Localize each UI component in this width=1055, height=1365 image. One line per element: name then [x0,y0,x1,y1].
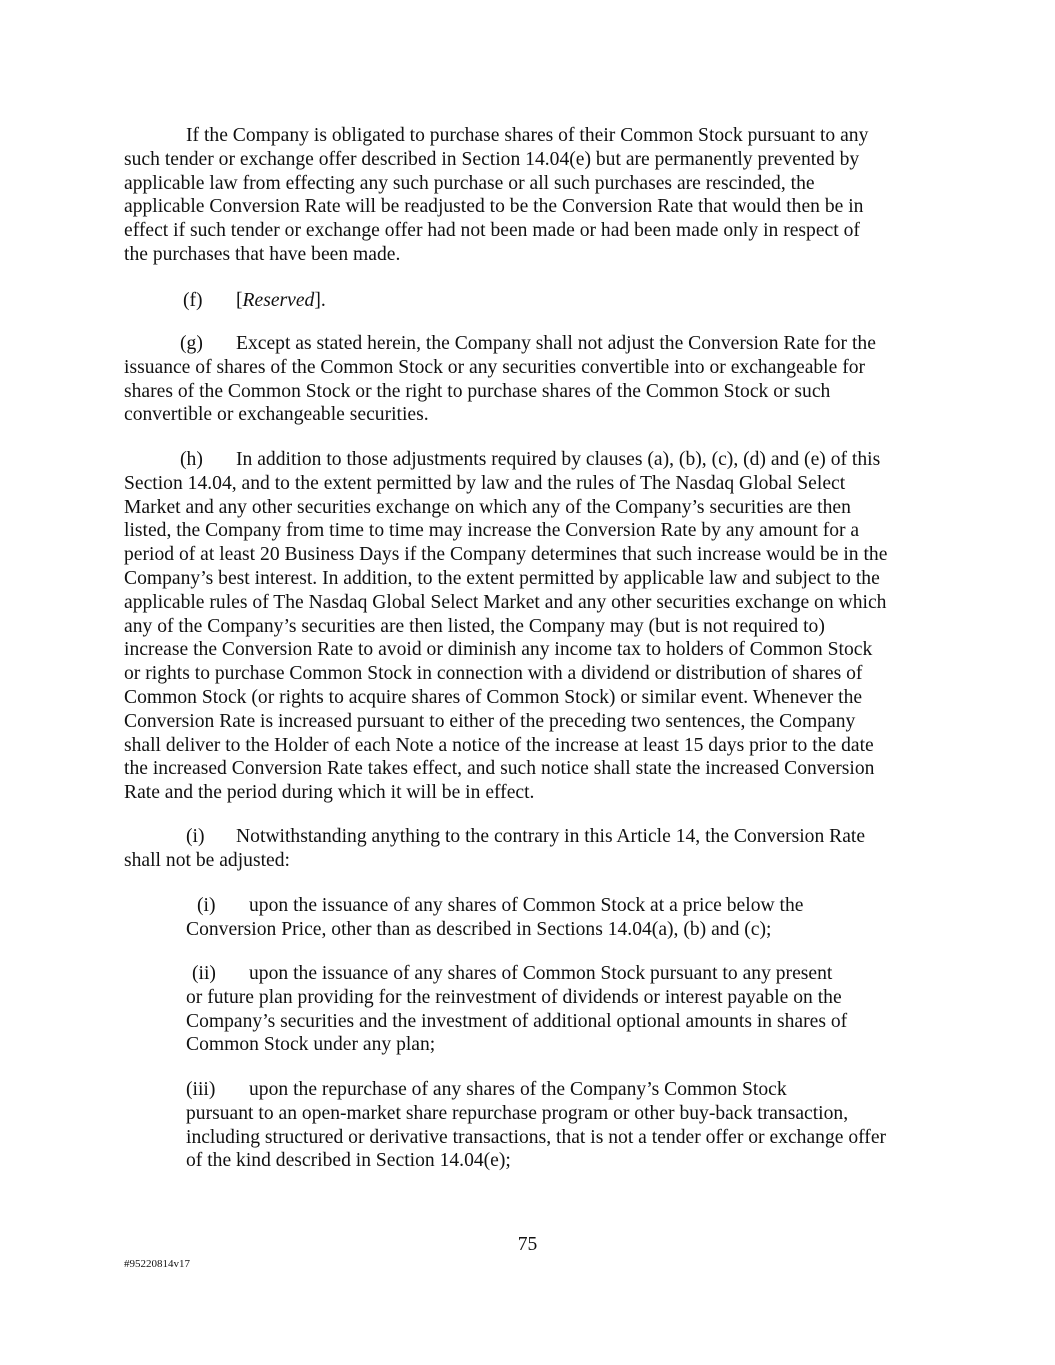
line-text: upon the issuance of any shares of Common Stock pursuant to any present [249,963,833,984]
subparagraph-iii [186,1078,1026,1173]
line-text: listed, the Company from time to time may increase the Conversion Rate by any amount for a [124,520,860,542]
clause-label: (h) [180,449,203,470]
line-text: Rate and the period during which it will be in effect. [124,782,535,804]
paragraph-line [124,195,964,219]
paragraph-line [124,638,964,662]
line-text: shall not be adjusted: [124,849,290,871]
bracket-close: ]. [314,290,326,311]
line-text: shares of the Common Stock or the right to purchase shares of the Common Stock or such [124,380,831,402]
line-text: convertible or exchangeable securities. [124,404,429,426]
line-text: Conversion Price, other than as described in Sections 14.04(a), (b) and (c); [186,918,772,940]
line-text: Section 14.04, and to the extent permitted by law and the rules of The Nasdaq Global Select [124,472,846,494]
paragraph-line [186,1102,1026,1126]
line-text: any of the Company’s securities are then listed, the Company may (but is not required to) [124,615,825,637]
paragraph-f [124,289,964,313]
paragraph-line [186,1033,1026,1057]
line-text: upon the issuance of any shares of Common Stock at a price below the [249,895,804,916]
line-text: applicable Conversion Rate will be readjusted to be the Conversion Rate that would then be in [124,196,864,218]
paragraph-line [186,986,1026,1010]
paragraph-line [124,591,964,615]
paragraph-line [186,1010,1026,1034]
subparagraph-i [186,894,1026,942]
line-text: applicable rules of The Nasdaq Global Select Market and any other securities exchange on which [124,591,887,613]
line-text: Market and any other securities exchange on which any of the Company’s securities are then [124,496,851,518]
clause-label: (iii) [186,1079,216,1100]
paragraph-line [124,148,964,172]
line-text: upon the repurchase of any shares of the Company’s Common Stock [249,1079,787,1100]
line-text: the increased Conversion Rate takes effect, and such notice shall state the increased Conversion [124,758,875,780]
line-text: Conversion Rate is increased pursuant to either of the preceding two sentences, the Company [124,710,856,732]
paragraph-line [124,243,964,267]
paragraph-line [124,615,964,639]
paragraph-line [124,496,964,520]
paragraph-line [124,332,964,356]
paragraph-line [124,567,964,591]
line-text: such tender or exchange offer described in Section 14.04(e) but are permanently prevented by [124,148,860,170]
paragraph-line [124,734,964,758]
line-text: or rights to purchase Common Stock in connection with a dividend or distribution of shares of [124,663,863,685]
clause-label: (f) [183,290,203,311]
paragraph-line [124,757,964,781]
paragraph-line [124,849,964,873]
line-text: Company’s best interest. In addition, to the extent permitted by applicable law and subject to the [124,567,880,589]
paragraph-line [124,403,964,427]
reserved-text [236,289,326,313]
paragraph-intro [124,124,964,267]
paragraph-line [186,918,1026,942]
page-number: 75 [517,1234,538,1255]
line-text: of the kind described in Section 14.04(e); [186,1150,511,1172]
paragraph-line [124,686,964,710]
paragraph-line [124,710,964,734]
line-text: Company’s securities and the investment of additional optional amounts in shares of [186,1010,848,1032]
paragraph-line [186,1149,1026,1173]
line-text: period of at least 20 Business Days if the Company determines that such increase would be in the [124,544,888,566]
line-text: Notwithstanding anything to the contrary in this Article 14, the Conversion Rate [236,826,866,847]
paragraph-line [124,543,964,567]
paragraph-line [186,1078,1026,1102]
paragraph-line [186,1126,1026,1150]
bracket-open: [ [236,290,243,311]
line-text: increase the Conversion Rate to avoid or diminish any income tax to holders of Common Stock [124,639,873,661]
paragraph-line [186,962,1026,986]
subparagraph-ii [186,962,1026,1057]
clause-label: (g) [180,333,203,354]
line-text: issuance of shares of the Common Stock or any securities convertible into or exchangeable for [124,356,866,378]
paragraph-line [124,289,964,313]
paragraph-line [124,380,964,404]
line-text: If the Company is obligated to purchase shares of their Common Stock pursuant to any [186,125,869,146]
line-text: effect if such tender or exchange offer had not been made or had been made only in respect of [124,220,860,242]
paragraph-line [124,172,964,196]
paragraph-line [124,356,964,380]
line-text: Common Stock under any plan; [186,1034,436,1056]
clause-label: (i) [186,826,205,847]
paragraph-h [124,448,964,805]
paragraph-line [124,662,964,686]
document-id: #95220814v17 [124,1258,190,1270]
paragraph-line [124,124,964,148]
paragraph-i [124,825,964,873]
reserved-italic: Reserved [242,290,315,311]
clause-label: (i) [197,895,216,916]
line-text: or future plan providing for the reinvestment of dividends or interest payable on the [186,986,842,1008]
paragraph-line [124,519,964,543]
paragraph-line [186,894,1026,918]
paragraph-line [124,472,964,496]
paragraph-g [124,332,964,427]
paragraph-line [124,781,964,805]
paragraph-line [124,219,964,243]
line-text: In addition to those adjustments required by clauses (a), (b), (c), (d) and (e) of this [236,449,881,470]
clause-label: (ii) [192,963,216,984]
line-text: Common Stock (or rights to acquire shares of Common Stock) or similar event. Whenever the [124,686,863,708]
line-text: shall deliver to the Holder of each Note a notice of the increase at least 15 days prior to the date [124,734,874,756]
line-text: applicable law from effecting any such purchase or all such purchases are rescinded, the [124,172,815,194]
line-text: pursuant to an open-market share repurchase program or other buy-back transaction, [186,1102,849,1124]
paragraph-line [124,825,964,849]
paragraph-line [124,448,964,472]
line-text: Except as stated herein, the Company shall not adjust the Conversion Rate for the [236,333,876,354]
line-text: the purchases that have been made. [124,243,401,265]
line-text: including structured or derivative transactions, that is not a tender offer or exchange offer [186,1126,887,1148]
